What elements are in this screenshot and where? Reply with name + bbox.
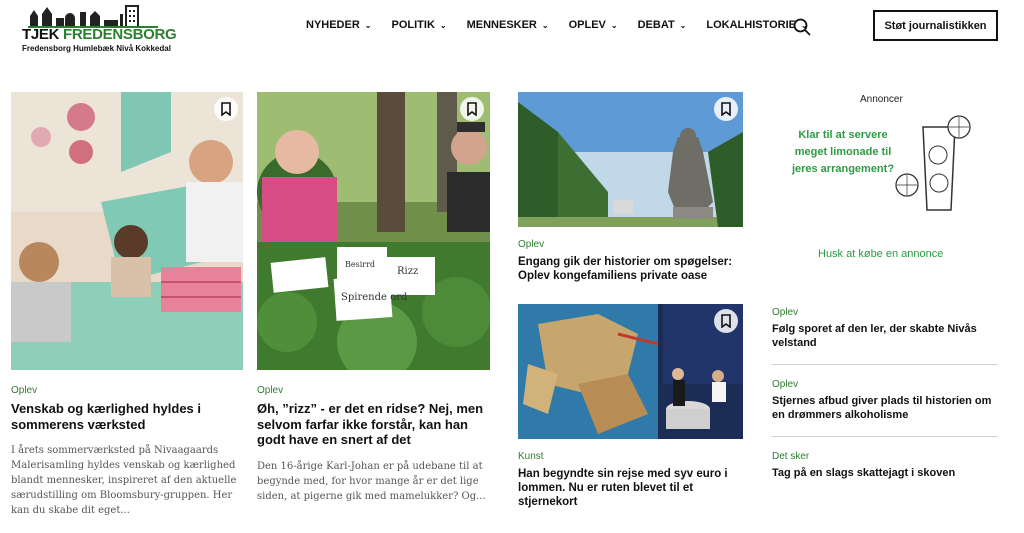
article-category[interactable]: Oplev bbox=[11, 385, 38, 396]
article-title[interactable]: Han begyndte sin rejse med syv euro i lommen. Nu er ruten blevet til et stjernekort bbox=[518, 468, 728, 508]
article-title[interactable]: Engang gik der historier om spøgelser: Oplev kongefamiliens private oase bbox=[518, 256, 733, 282]
article-title[interactable]: Tag på en slags skattejagt i skoven bbox=[772, 467, 956, 479]
chevron-down-icon: ⌄ bbox=[439, 20, 447, 30]
article-image-park-statue[interactable] bbox=[518, 92, 743, 227]
site-header bbox=[0, 0, 1024, 77]
logo-subtitle: Fredensborg Humlebæk Nivå Kokkedal bbox=[22, 44, 171, 53]
article-image-rizz[interactable] bbox=[257, 92, 490, 370]
logo-title: TJEK FREDENSBORG bbox=[22, 26, 177, 43]
article-image-map-exhibit[interactable] bbox=[518, 304, 743, 439]
sign-text-besirrd: Besirrd bbox=[345, 260, 376, 269]
article-category[interactable]: Det sker bbox=[772, 451, 810, 462]
article-excerpt: I årets sommerværksted på Nivaagaards Malerisamling hyldes venskab og kærlighed blandt mennesker, inspireret af den aktuelle særudstilling om Bloomsbury-gruppen. Her kan du skabe dit eget... bbox=[11, 445, 237, 516]
article-title[interactable]: Stjernes afbud giver plads til historien om en drømmers alkoholisme bbox=[772, 395, 992, 422]
skyline-icon bbox=[28, 4, 158, 28]
nav-item-mennesker[interactable]: MENNESKER ⌄ bbox=[466, 19, 549, 31]
lemonade-glass-icon bbox=[893, 115, 973, 215]
article-category[interactable]: Oplev bbox=[772, 307, 799, 318]
nav-item-politik[interactable]: POLITIK ⌄ bbox=[391, 19, 447, 31]
nav-item-oplev[interactable]: OPLEV ⌄ bbox=[568, 19, 618, 31]
article-title[interactable]: Øh, ”rizz” - er det en ridse? Nej, men selvom farfar ikke forstår, kan han godt have en snert af det bbox=[257, 401, 484, 448]
chevron-down-icon: ⌄ bbox=[364, 20, 372, 30]
bookmark-icon[interactable] bbox=[460, 97, 484, 121]
chevron-down-icon: ⌄ bbox=[610, 20, 618, 30]
chevron-down-icon: ⌄ bbox=[541, 20, 549, 30]
chevron-down-icon: ⌄ bbox=[801, 20, 808, 30]
buy-ad-link[interactable]: Husk at købe en annonce bbox=[818, 248, 944, 260]
divider bbox=[772, 436, 998, 437]
nav-item-lokalhistorie[interactable]: LOKALHISTORIE ⌄ bbox=[706, 19, 808, 31]
chevron-down-icon: ⌄ bbox=[679, 20, 687, 30]
search-icon[interactable] bbox=[793, 18, 811, 36]
article-category[interactable]: Kunst bbox=[518, 451, 544, 462]
sidebar-article[interactable] bbox=[772, 379, 998, 423]
bookmark-icon[interactable] bbox=[214, 97, 238, 121]
divider bbox=[772, 364, 998, 365]
article-title[interactable]: Følg sporet af den ler, der skabte Nivås velstand bbox=[772, 323, 977, 350]
sign-text-spirende: Spirende ord bbox=[341, 292, 408, 303]
article-image-workshop[interactable] bbox=[11, 92, 243, 370]
nav-item-nyheder[interactable]: NYHEDER ⌄ bbox=[306, 19, 372, 31]
ad-label: Annoncer bbox=[860, 94, 903, 105]
ad-text: Klar til at servere meget limonade til jeres arrangement? bbox=[791, 129, 895, 176]
nav-item-debat[interactable]: DEBAT ⌄ bbox=[637, 19, 687, 31]
support-journalism-button[interactable]: Støt journalistikken bbox=[873, 10, 998, 41]
sign-text-rizz: Rizz bbox=[397, 266, 419, 277]
bookmark-icon[interactable] bbox=[714, 309, 738, 333]
bookmark-icon[interactable] bbox=[714, 97, 738, 121]
article-excerpt: Den 16-årige Karl-Johan er på udebane til at begynde med, for hvor mange år er det lige siden, at pigerne gik med mamelukker? Og... bbox=[257, 461, 486, 502]
sidebar-article[interactable] bbox=[772, 451, 998, 480]
article-category[interactable]: Oplev bbox=[257, 385, 284, 396]
site-logo[interactable] bbox=[22, 4, 177, 56]
main-nav bbox=[306, 19, 828, 31]
lemonade-ad[interactable] bbox=[778, 115, 988, 225]
article-category[interactable]: Oplev bbox=[772, 379, 799, 390]
article-category[interactable]: Oplev bbox=[518, 239, 545, 250]
article-title[interactable]: Venskab og kærlighed hyldes i sommerens værksted bbox=[11, 401, 202, 432]
sidebar-article[interactable] bbox=[772, 307, 998, 351]
